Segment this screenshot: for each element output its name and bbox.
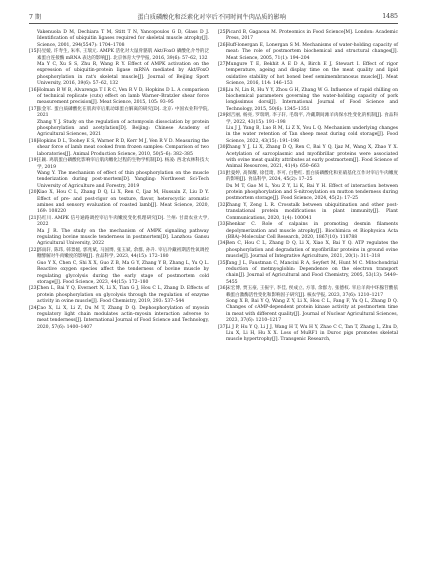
reference-text: Huff-lonergan E, Lonergan S M. Mechanisms of water-holding capacity of meat: The role of postmortem biochemical and structural changes[J]. Meat Science, 2005, 71(1): 194–204 (226, 42, 398, 61)
reference-text: Mungure T E, Bekhit A E D A, Birch E J, Stewart I. Effect of rigor temperature, ageing and display time on the meat quality and lipid oxidative stability of hot boned beef semimembranosus muscle[J]. Meat Science, 2016, 114: 146–153 (226, 62, 398, 87)
reference-entry (218, 325, 398, 344)
reference-entry (29, 120, 209, 139)
reference-entry (218, 241, 398, 260)
reference-entry (218, 113, 398, 126)
reference-entry (29, 229, 209, 248)
reference-text: Li J P, Hu Y Q, Li J J, Wang H T, Wu H Y, Zhao C C, Tan T, Zhang L, Zhu D, Liu X, Li H, Hu X X. Loss of MuRF1 in Duroc pigs promotes skeletal muscle hypertrophy[J]. Transgenic Research, (226, 324, 398, 343)
reference-number: [16] (29, 87, 39, 93)
reference-number: [31] (218, 170, 228, 176)
reference-text: Ma Y C, Xu S S, Zhu R, Wang R Y. Effect of AMPK activation on the expression of ubiquitin-protein ligase mRNA mediated by Akt/FoxO phosphorylation in rat's skeletal muscle[J]. Journal of Beijing Sport University, 2016, 39(6): 57–62, 132 (37, 62, 209, 87)
reference-entry (218, 222, 398, 241)
reference-entry (29, 216, 209, 229)
reference-entry (29, 248, 209, 261)
reference-text: Ren C, Hou C L, Zhang D Q, Li X, Xiao X, Bai Y Q. ATP regulates the phosphorylation and degradation of myofibrillar proteins in ground ovine muscle[J]. Journal of Integrative Agriculture, 2021, 20(1): 311–318 (226, 241, 398, 260)
reference-entry (29, 286, 209, 305)
reference-entry (29, 107, 209, 120)
reference-entry (29, 62, 209, 87)
reference-text: Xiao X, Hou C L, Zhang D Q, Li X, Ren C, Ijaz M, Hussain Z, Liu D Y. Effect of pre- and post-rigor on texture, flavor, heterocyclic aromatic amines and sensory evaluation of roasted lamb[J]. Meat Science, 2020, 169: 108220 (37, 190, 209, 215)
reference-text: Holman B W B, Alvarenga T I R C, Ven R V D, Hopkins D L. A comparison of technical replicate (cuts) effect on lamb Warner–Bratzler shear force measurement precision[J]. Meat Science, 2015, 105: 93–95 (37, 87, 209, 106)
reference-number: [37] (218, 324, 228, 330)
reference-entry (29, 306, 209, 331)
reference-text: Hopkins D L, Toohey E S, Warner R D, Kerr M J, Ven R V D. Measuring the shear force of lamb meat cooked from frozen samples: Comparison of two laboratories[J]. Animal Production Science, 2010, 50(5–6): 382–385 (37, 138, 209, 157)
reference-number: [26] (218, 42, 228, 48)
header-rule (29, 23, 398, 24)
reference-text: Ma J R. The study on the mechanism of AMPK signaling pathway regulating bovine muscle tenderness in postmortem[D]. Lanzhou: Gansu Agricultural University, 2022 (37, 228, 209, 247)
reference-number: [17] (29, 106, 39, 112)
reference-entry (29, 261, 209, 286)
reference-entry (218, 171, 398, 184)
reference-text: Zhang Y, Zeng L R. Crosstalk between ubiquitination and other post-translational protein modifications in plant immunity[J]. Plant Communications, 2020, 1(4): 100041 (226, 202, 398, 221)
reference-entry (29, 88, 209, 107)
reference-entry (29, 139, 209, 158)
reference-number: [24] (29, 305, 39, 311)
reference-text: Du M T, Gao M L, You Z Y, Li K, Bai Y H. Effect of interaction between protein phosphorylation and S-nitrosylation on mutton tenderness during postmortem storage[J]. Food Science, 2024, 45(2): 17–25 (226, 183, 398, 202)
reference-number: [18] (29, 138, 39, 144)
reference-text: Song X B, Bai Y Q, Wang Z Y, Li X, Hou C L, Fang F, Yu Q L, Zhang D Q. Changes of cAMP-dependent protein kinase activity at postmortem time in meat with different quality[J]. Journal of Nuclear Agricultural Sciences, 2023, 37(6): 1210–1217 (226, 299, 398, 324)
reference-text: 郭雨轩, 陈玮, 韩景媛, 郭兆斌, 马国博, 张玉斌, 余群, 孙升. 宰后冷藏初期活性氧调控糖酵解对牛肉嫩度的影响[J]. 食品科学, 2023, 44(15): 172–180 (37, 247, 209, 260)
reference-number: [34] (218, 241, 228, 247)
reference-number: [27] (218, 62, 228, 68)
reference-number: [29] (218, 113, 228, 119)
reference-text: 马红川. AMPK 信号通路调控宰后牛肉嫩度变化机理研究[D]. 兰州: 甘肃农业大学, 2022 (37, 215, 209, 228)
reference-number: [19] (29, 158, 39, 164)
reference-number: [36] (218, 286, 228, 292)
reference-text: Zhang Y J. Study on the regulation of actomyosin dissociation by protein phosphorylation and acetylation[D]. Beijing: Chinese Academy of Agricultural Sciences, 2021 (37, 119, 209, 138)
reference-number: [21] (29, 215, 39, 221)
reference-number: [25] (218, 30, 228, 35)
reference-entry (218, 88, 398, 113)
reference-number: [15] (29, 49, 39, 55)
reference-number: [23] (29, 286, 39, 292)
reference-entry (218, 30, 398, 43)
reference-text: Guo Y X, Chen C, Shi X X, Guo Z B, Ma G Y, Zhang Y B, Zhang L, Yu Q L. Reactive oxygen species affect the tenderness of bovine muscle by regulating glycolysis during the early stage of postmortem cold storage[J]. Food Science, 2023, 44(15): 172–180 (37, 260, 209, 285)
reference-number: [33] (218, 222, 228, 228)
reference-text: 张金军. 蛋白质磷酸化在肌肉宰后肌动球蛋白解离的研究[D]. 北京: 中国农业科学院, 2021 (37, 106, 209, 119)
reference-entry (29, 190, 209, 215)
page-number: 1485 (382, 13, 398, 20)
reference-column-right (218, 30, 398, 344)
reference-entry (29, 171, 209, 190)
reference-text: Picard B, Gagaoua M. Proteomics in Food Science[M]. London: Academic Press, 2017 (226, 30, 398, 42)
reference-text: Wang Y. The mechanism of effect of thin phosphorylation on the muscle tenderization during post-mortem[D]. Yangling: Northwest Sci-Tech University of Agriculture and Forestry, 2019 (37, 171, 209, 189)
reference-number: [35] (218, 260, 228, 266)
reference-text: Chen L, Bai Y Q, Everaert N, Li X, Tian G J, Hou C L, Zhang D. Effects of protein phosphorylation on glycolysis through the regulation of enzyme activity in ovine muscle[J]. Food Chemistry, 2019, 293: 537–544 (37, 286, 209, 305)
reference-number: [32] (218, 202, 228, 208)
reference-entry (29, 49, 209, 62)
reference-text: 王颖. 鸡肌蛋白磷酸化影响宰后肌肉嫩化过程的生物学机制[D]. 杨凌: 西北农林科技大学, 2019 (37, 158, 209, 170)
reference-entry (218, 145, 398, 170)
reference-entry (218, 126, 398, 145)
running-title: 蛋白质磷酸化和泛素化对宰后不同时间牛肉品质的影响 (137, 14, 286, 21)
reference-text: 宋宏博, 贾玉豪, 王振宇, 李佳, 侯成立, 方菲, 余群力, 张德权. 宰后羊肉中环腺苷酸依赖蛋白激酶活性变化和影响因子研究[J]. 核农学报, 2023, 37(6): 1210–1217 (226, 286, 398, 298)
reference-text: Zhang Y J, Li X, Zhang D Q, Ren C, Bai Y Q, Ijaz M, Wang X, Zhao Y X. Acetylation of sarcoplasmic and myofibrillar proteins were associated with ovine meat quality attributes at early postmortem[J]. Food Science of Animal Resources, 2021, 41(4): 650–663 (226, 145, 398, 170)
reference-entry (29, 158, 209, 171)
reference-text: Tang J L, Faustman C, Mancini R A, Seyfert M, Hunt M C. Mitochondrial reduction of metmyoglobin: Dependence on the electron transport chain[J]. Journal of Agricultural and Food Chemistry, 2005, 53(13): 5449–5455 (226, 260, 398, 285)
reference-number: [20] (29, 190, 39, 196)
reference-entry (218, 184, 398, 203)
reference-number: [22] (29, 247, 39, 253)
reference-entry (218, 43, 398, 62)
reference-number: [30] (218, 145, 228, 151)
reference-entry (29, 30, 209, 49)
reference-entry (218, 261, 398, 286)
issue-number: 7 期 (29, 14, 42, 21)
reference-text: Liu N, Lin R, Hu Y Y, Zhou G H, Zhang W G. Influence of rapid chilling on biochemical parameters governing the water-holding capacity of pork longissimus dorsi[J]. International Journal of Food Science and Technology, 2015, 50(6): 1345–1351 (226, 87, 398, 112)
reference-column-left (29, 30, 209, 331)
reference-entry (218, 299, 398, 324)
reference-text: Liu J J, Yang B, Luo R M, Li Z X, You L Q. Mechanism underlying changes in the water retention of Tan sheep meat during cold storage[J]. Food Science, 2022, 43(15): 191–198 (226, 126, 398, 144)
reference-number: [28] (218, 87, 228, 93)
reference-text: Cao X, Li X, Li Z, Du M T, Zhang D Q. Dephosphorylation of myosin regulatory light chain modulates actin–myosin interaction adverse to meat tenderness[J]. International Journal of Food Science and Technology, 2020, 57(6): 1400–1407 (37, 305, 209, 330)
running-header (29, 12, 398, 21)
reference-entry (218, 203, 398, 222)
reference-text: Shenkar C. Role of calpains in promoting desmin filaments depolymerization and muscle atrophy[J]. Biochimica et Biophysica Acta (BBA)–Molecular Cell Research, 2020, 1867(10): 118788 (226, 222, 398, 240)
reference-entry (218, 62, 398, 87)
reference-text: 刘吉丽, 杨亮, 罗瑞明, 李子轩, 毛瑞平, 冷藏期间滩羊肉保水性变化的机制[J]. 食品科学, 2022, 43(15): 191–198 (226, 113, 398, 125)
reference-text: 马昱媛, 许寿生, 朱率, 王瑞元. AMPK 活化对大鼠骨骼肌 Akt/FoxO 磷酸化介导的泛素蛋白连接酶 mRNA 表达的影响[J]. 北京体育大学学报, 2016, 39(6): 57–62, 132 (37, 49, 209, 61)
reference-text: Vakenuola D M, Dechiara T M, Stitt T N, Yancopoulos G D, Glass D J. Identification of ubiquitin ligases required for skeletal muscle atrophy[J]. Science, 2001, 294(5547): 1704–1708 (37, 30, 209, 48)
reference-entry (218, 286, 398, 299)
reference-text: 杜曼婷, 高保耀, 徐佳琦, 李可, 白艳红. 蛋白质磷酸化和亚硝基化互作对宰后牛肉嫩度的影响[J]. 食品科学, 2024, 45(2): 17–25 (226, 170, 398, 183)
